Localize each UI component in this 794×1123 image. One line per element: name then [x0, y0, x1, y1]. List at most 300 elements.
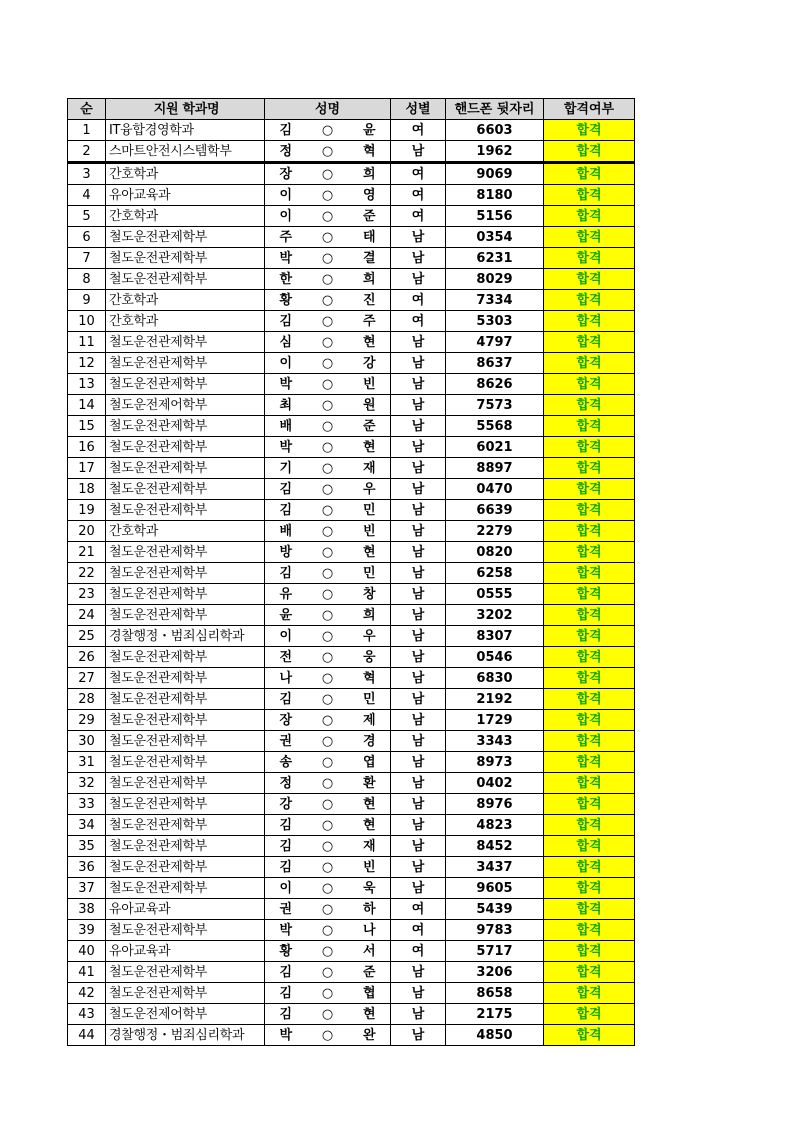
row-name-last: 현 — [349, 542, 391, 563]
row-name-mask: ○ — [307, 689, 349, 710]
row-name-mask: ○ — [307, 710, 349, 731]
row-name-mask: ○ — [307, 794, 349, 815]
table-row — [68, 920, 635, 941]
row-phone-suffix: 3202 — [446, 605, 544, 626]
table-row — [68, 353, 635, 374]
row-name-mask: ○ — [307, 374, 349, 395]
row-name-last: 민 — [349, 689, 391, 710]
row-name-mask: ○ — [307, 815, 349, 836]
table-row — [68, 962, 635, 983]
row-sex: 남 — [391, 542, 446, 563]
row-department: 철도운전관제학부 — [106, 773, 265, 794]
row-phone-suffix: 5568 — [446, 416, 544, 437]
row-name-mask: ○ — [307, 458, 349, 479]
row-phone-suffix: 8029 — [446, 269, 544, 290]
row-sex: 남 — [391, 248, 446, 269]
table-row — [68, 794, 635, 815]
row-number: 25 — [68, 626, 106, 647]
row-name-mask: ○ — [307, 416, 349, 437]
row-name-mask: ○ — [307, 353, 349, 374]
row-name-mask: ○ — [307, 521, 349, 542]
table-row — [68, 163, 635, 185]
table-row — [68, 983, 635, 1004]
row-name-last: 원 — [349, 395, 391, 416]
header-sex: 성별 — [391, 99, 446, 120]
row-name-last: 경 — [349, 731, 391, 752]
row-result: 합격 — [544, 542, 635, 563]
row-department: 철도운전관제학부 — [106, 731, 265, 752]
row-name-last: 민 — [349, 563, 391, 584]
row-department: 철도운전관제학부 — [106, 962, 265, 983]
row-department: 스마트안전시스템학부 — [106, 141, 265, 163]
row-number: 6 — [68, 227, 106, 248]
row-name-first: 이 — [265, 626, 307, 647]
row-department: 경찰행정・범죄심리학과 — [106, 626, 265, 647]
row-result: 합격 — [544, 626, 635, 647]
row-sex: 남 — [391, 374, 446, 395]
row-name-mask: ○ — [307, 437, 349, 458]
row-name-last: 희 — [349, 163, 391, 185]
row-result: 합격 — [544, 647, 635, 668]
row-number: 29 — [68, 710, 106, 731]
row-result: 합격 — [544, 395, 635, 416]
row-result: 합격 — [544, 731, 635, 752]
row-result: 합격 — [544, 962, 635, 983]
row-sex: 남 — [391, 437, 446, 458]
row-phone-suffix: 8973 — [446, 752, 544, 773]
row-name-first: 정 — [265, 773, 307, 794]
row-name-mask: ○ — [307, 584, 349, 605]
row-name-last: 윤 — [349, 120, 391, 141]
header-phone: 핸드폰 뒷자리 — [446, 99, 544, 120]
row-name-mask: ○ — [307, 857, 349, 878]
row-phone-suffix: 6639 — [446, 500, 544, 521]
row-name-mask: ○ — [307, 899, 349, 920]
row-name-first: 장 — [265, 710, 307, 731]
row-department: 철도운전관제학부 — [106, 458, 265, 479]
row-name-last: 재 — [349, 836, 391, 857]
row-result: 합격 — [544, 185, 635, 206]
row-phone-suffix: 4797 — [446, 332, 544, 353]
row-department: 철도운전관제학부 — [106, 584, 265, 605]
row-name-last: 주 — [349, 311, 391, 332]
row-result: 합격 — [544, 206, 635, 227]
row-name-mask: ○ — [307, 141, 349, 163]
row-name-mask: ○ — [307, 668, 349, 689]
row-name-first: 장 — [265, 163, 307, 185]
row-number: 18 — [68, 479, 106, 500]
row-sex: 남 — [391, 689, 446, 710]
row-name-last: 태 — [349, 227, 391, 248]
table-row — [68, 647, 635, 668]
row-department: 철도운전관제학부 — [106, 794, 265, 815]
row-name-last: 결 — [349, 248, 391, 269]
row-number: 42 — [68, 983, 106, 1004]
row-phone-suffix: 6603 — [446, 120, 544, 141]
row-name-last: 제 — [349, 710, 391, 731]
row-department: 간호학과 — [106, 290, 265, 311]
row-phone-suffix: 0470 — [446, 479, 544, 500]
row-result: 합격 — [544, 794, 635, 815]
row-sex: 남 — [391, 647, 446, 668]
row-number: 32 — [68, 773, 106, 794]
row-name-first: 박 — [265, 374, 307, 395]
row-result: 합격 — [544, 878, 635, 899]
row-result: 합격 — [544, 269, 635, 290]
row-phone-suffix: 3437 — [446, 857, 544, 878]
row-name-last: 현 — [349, 332, 391, 353]
row-name-mask: ○ — [307, 836, 349, 857]
row-name-mask: ○ — [307, 479, 349, 500]
row-sex: 여 — [391, 290, 446, 311]
row-number: 28 — [68, 689, 106, 710]
row-result: 합격 — [544, 668, 635, 689]
row-department: 철도운전관제학부 — [106, 857, 265, 878]
row-phone-suffix: 8307 — [446, 626, 544, 647]
row-sex: 남 — [391, 479, 446, 500]
row-name-mask: ○ — [307, 1025, 349, 1046]
row-name-mask: ○ — [307, 311, 349, 332]
row-result: 합격 — [544, 248, 635, 269]
row-sex: 남 — [391, 626, 446, 647]
row-name-first: 김 — [265, 836, 307, 857]
row-department: 간호학과 — [106, 163, 265, 185]
row-department: 철도운전관제학부 — [106, 353, 265, 374]
row-result: 합격 — [544, 920, 635, 941]
row-phone-suffix: 0402 — [446, 773, 544, 794]
table-row — [68, 479, 635, 500]
row-department: 간호학과 — [106, 206, 265, 227]
row-name-mask: ○ — [307, 1004, 349, 1025]
table-row — [68, 290, 635, 311]
row-phone-suffix: 8626 — [446, 374, 544, 395]
row-result: 합격 — [544, 584, 635, 605]
row-sex: 남 — [391, 1025, 446, 1046]
row-result: 합격 — [544, 710, 635, 731]
row-result: 합격 — [544, 1025, 635, 1046]
row-number: 9 — [68, 290, 106, 311]
row-number: 27 — [68, 668, 106, 689]
row-department: 간호학과 — [106, 521, 265, 542]
row-phone-suffix: 8637 — [446, 353, 544, 374]
row-department: 철도운전관제학부 — [106, 710, 265, 731]
row-name-mask: ○ — [307, 185, 349, 206]
row-department: 철도운전관제학부 — [106, 689, 265, 710]
table-row — [68, 626, 635, 647]
row-name-mask: ○ — [307, 920, 349, 941]
row-name-mask: ○ — [307, 962, 349, 983]
row-phone-suffix: 5717 — [446, 941, 544, 962]
row-result: 합격 — [544, 1004, 635, 1025]
row-name-first: 김 — [265, 120, 307, 141]
row-name-mask: ○ — [307, 626, 349, 647]
row-department: 철도운전제어학부 — [106, 1004, 265, 1025]
row-result: 합격 — [544, 941, 635, 962]
row-department: 철도운전제어학부 — [106, 395, 265, 416]
row-department: IT융합경영학과 — [106, 120, 265, 141]
row-name-first: 김 — [265, 815, 307, 836]
row-sex: 여 — [391, 185, 446, 206]
row-name-last: 우 — [349, 626, 391, 647]
row-number: 35 — [68, 836, 106, 857]
row-name-first: 김 — [265, 689, 307, 710]
row-name-last: 재 — [349, 458, 391, 479]
row-sex: 남 — [391, 815, 446, 836]
row-department: 철도운전관제학부 — [106, 416, 265, 437]
row-name-last: 빈 — [349, 374, 391, 395]
row-number: 12 — [68, 353, 106, 374]
row-result: 합격 — [544, 836, 635, 857]
row-number: 36 — [68, 857, 106, 878]
row-name-first: 주 — [265, 227, 307, 248]
row-name-last: 현 — [349, 437, 391, 458]
row-phone-suffix: 6258 — [446, 563, 544, 584]
row-name-last: 준 — [349, 416, 391, 437]
row-name-mask: ○ — [307, 227, 349, 248]
row-sex: 남 — [391, 500, 446, 521]
row-name-mask: ○ — [307, 878, 349, 899]
header-result: 합격여부 — [544, 99, 635, 120]
row-number: 20 — [68, 521, 106, 542]
row-number: 1 — [68, 120, 106, 141]
row-department: 유아교육과 — [106, 185, 265, 206]
row-name-first: 김 — [265, 479, 307, 500]
table-row — [68, 605, 635, 626]
row-result: 합격 — [544, 857, 635, 878]
row-sex: 여 — [391, 920, 446, 941]
row-result: 합격 — [544, 563, 635, 584]
row-result: 합격 — [544, 479, 635, 500]
table-row — [68, 458, 635, 479]
row-department: 철도운전관제학부 — [106, 227, 265, 248]
row-name-first: 한 — [265, 269, 307, 290]
table-row — [68, 437, 635, 458]
row-name-last: 희 — [349, 605, 391, 626]
row-sex: 남 — [391, 521, 446, 542]
row-sex: 남 — [391, 584, 446, 605]
row-name-last: 욱 — [349, 878, 391, 899]
header-no: 순 — [68, 99, 106, 120]
row-phone-suffix: 2192 — [446, 689, 544, 710]
row-name-first: 황 — [265, 290, 307, 311]
table-row — [68, 542, 635, 563]
row-sex: 여 — [391, 163, 446, 185]
table-row — [68, 248, 635, 269]
row-department: 철도운전관제학부 — [106, 500, 265, 521]
row-number: 3 — [68, 163, 106, 185]
row-number: 38 — [68, 899, 106, 920]
row-name-first: 이 — [265, 206, 307, 227]
row-department: 유아교육과 — [106, 899, 265, 920]
row-sex: 남 — [391, 773, 446, 794]
row-name-last: 빈 — [349, 521, 391, 542]
row-number: 26 — [68, 647, 106, 668]
row-name-first: 전 — [265, 647, 307, 668]
row-phone-suffix: 9069 — [446, 163, 544, 185]
row-name-last: 현 — [349, 794, 391, 815]
row-department: 경찰행정・범죄심리학과 — [106, 1025, 265, 1046]
row-phone-suffix: 2279 — [446, 521, 544, 542]
row-sex: 남 — [391, 395, 446, 416]
row-name-first: 김 — [265, 857, 307, 878]
row-name-last: 진 — [349, 290, 391, 311]
row-result: 합격 — [544, 605, 635, 626]
row-department: 철도운전관제학부 — [106, 269, 265, 290]
row-sex: 여 — [391, 311, 446, 332]
row-result: 합격 — [544, 773, 635, 794]
row-phone-suffix: 1962 — [446, 141, 544, 163]
row-name-first: 김 — [265, 962, 307, 983]
row-sex: 남 — [391, 668, 446, 689]
row-sex: 남 — [391, 416, 446, 437]
row-phone-suffix: 6021 — [446, 437, 544, 458]
row-phone-suffix: 4823 — [446, 815, 544, 836]
row-number: 16 — [68, 437, 106, 458]
row-department: 철도운전관제학부 — [106, 479, 265, 500]
row-name-mask: ○ — [307, 542, 349, 563]
row-name-last: 엽 — [349, 752, 391, 773]
row-department: 철도운전관제학부 — [106, 437, 265, 458]
row-result: 합격 — [544, 163, 635, 185]
row-number: 40 — [68, 941, 106, 962]
row-name-first: 박 — [265, 248, 307, 269]
row-department: 철도운전관제학부 — [106, 563, 265, 584]
row-sex: 남 — [391, 269, 446, 290]
row-result: 합격 — [544, 521, 635, 542]
row-sex: 여 — [391, 206, 446, 227]
row-number: 37 — [68, 878, 106, 899]
row-phone-suffix: 9605 — [446, 878, 544, 899]
row-sex: 여 — [391, 120, 446, 141]
row-name-first: 송 — [265, 752, 307, 773]
row-department: 철도운전관제학부 — [106, 815, 265, 836]
row-number: 4 — [68, 185, 106, 206]
row-name-first: 김 — [265, 1004, 307, 1025]
row-department: 철도운전관제학부 — [106, 248, 265, 269]
row-sex: 남 — [391, 752, 446, 773]
table-row — [68, 521, 635, 542]
row-name-first: 김 — [265, 983, 307, 1004]
row-result: 합격 — [544, 689, 635, 710]
row-sex: 남 — [391, 563, 446, 584]
table-row — [68, 500, 635, 521]
row-department: 철도운전관제학부 — [106, 647, 265, 668]
table-row — [68, 185, 635, 206]
row-sex: 남 — [391, 836, 446, 857]
row-number: 33 — [68, 794, 106, 815]
row-sex: 남 — [391, 227, 446, 248]
row-name-mask: ○ — [307, 248, 349, 269]
table-row — [68, 584, 635, 605]
row-phone-suffix: 8452 — [446, 836, 544, 857]
table-row — [68, 899, 635, 920]
row-number: 31 — [68, 752, 106, 773]
row-name-mask: ○ — [307, 120, 349, 141]
row-result: 합격 — [544, 227, 635, 248]
table-row — [68, 731, 635, 752]
table-row — [68, 206, 635, 227]
table-row — [68, 374, 635, 395]
row-name-mask: ○ — [307, 163, 349, 185]
row-result: 합격 — [544, 899, 635, 920]
row-department: 간호학과 — [106, 311, 265, 332]
row-phone-suffix: 4850 — [446, 1025, 544, 1046]
row-number: 14 — [68, 395, 106, 416]
row-name-last: 혁 — [349, 668, 391, 689]
row-name-last: 환 — [349, 773, 391, 794]
row-department: 철도운전관제학부 — [106, 668, 265, 689]
row-result: 합격 — [544, 458, 635, 479]
row-result: 합격 — [544, 983, 635, 1004]
header-dept: 지원 학과명 — [106, 99, 265, 120]
row-name-last: 현 — [349, 1004, 391, 1025]
table-row — [68, 395, 635, 416]
row-result: 합격 — [544, 290, 635, 311]
row-phone-suffix: 8180 — [446, 185, 544, 206]
row-phone-suffix: 0820 — [446, 542, 544, 563]
row-name-mask: ○ — [307, 941, 349, 962]
row-department: 철도운전관제학부 — [106, 836, 265, 857]
row-number: 30 — [68, 731, 106, 752]
row-name-first: 박 — [265, 1025, 307, 1046]
row-department: 철도운전관제학부 — [106, 332, 265, 353]
row-name-last: 웅 — [349, 647, 391, 668]
row-department: 철도운전관제학부 — [106, 920, 265, 941]
row-name-last: 희 — [349, 269, 391, 290]
row-name-first: 이 — [265, 878, 307, 899]
row-name-mask: ○ — [307, 647, 349, 668]
row-name-first: 유 — [265, 584, 307, 605]
table-row — [68, 857, 635, 878]
results-table — [67, 98, 635, 1046]
table-row — [68, 227, 635, 248]
row-result: 합격 — [544, 416, 635, 437]
row-sex: 남 — [391, 141, 446, 163]
row-sex: 남 — [391, 794, 446, 815]
row-name-last: 강 — [349, 353, 391, 374]
table-row — [68, 311, 635, 332]
row-phone-suffix: 0354 — [446, 227, 544, 248]
row-number: 2 — [68, 141, 106, 163]
row-name-first: 심 — [265, 332, 307, 353]
table-row — [68, 689, 635, 710]
row-name-last: 협 — [349, 983, 391, 1004]
row-phone-suffix: 7573 — [446, 395, 544, 416]
row-number: 19 — [68, 500, 106, 521]
row-number: 10 — [68, 311, 106, 332]
row-name-last: 혁 — [349, 141, 391, 163]
row-name-last: 현 — [349, 815, 391, 836]
row-name-mask: ○ — [307, 605, 349, 626]
row-name-last: 하 — [349, 899, 391, 920]
row-name-last: 완 — [349, 1025, 391, 1046]
row-name-last: 우 — [349, 479, 391, 500]
row-name-last: 빈 — [349, 857, 391, 878]
table-row — [68, 815, 635, 836]
row-name-last: 준 — [349, 962, 391, 983]
row-sex: 남 — [391, 605, 446, 626]
row-name-mask: ○ — [307, 332, 349, 353]
row-name-mask: ○ — [307, 773, 349, 794]
row-result: 합격 — [544, 815, 635, 836]
row-number: 7 — [68, 248, 106, 269]
row-department: 철도운전관제학부 — [106, 878, 265, 899]
row-name-first: 정 — [265, 141, 307, 163]
row-name-mask: ○ — [307, 752, 349, 773]
row-name-last: 창 — [349, 584, 391, 605]
row-number: 43 — [68, 1004, 106, 1025]
row-number: 41 — [68, 962, 106, 983]
